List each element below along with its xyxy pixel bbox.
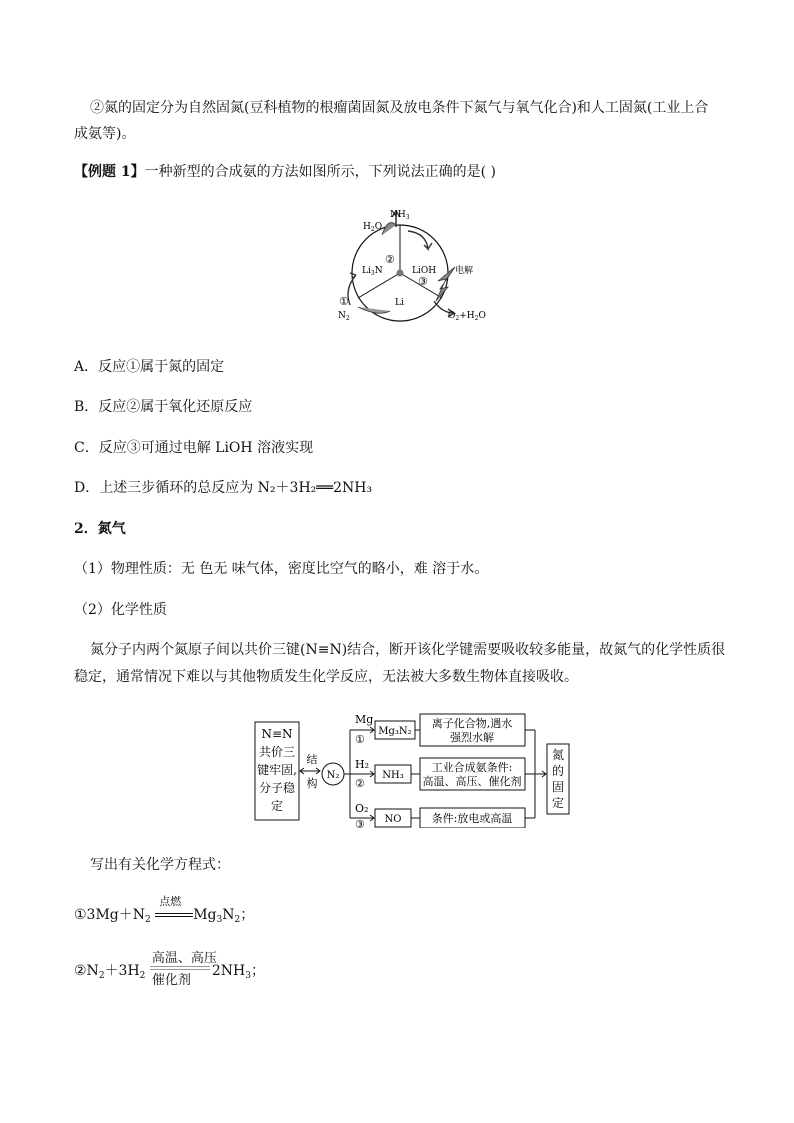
product-mg3n2: Mg₃N₂	[378, 726, 412, 737]
eq1-reactants: ①3Mg＋N	[74, 907, 146, 923]
physical-properties: （1）物理性质：无 色无 味气体，密度比空气的略小，难 溶于水。	[74, 561, 489, 577]
product-no: NO	[384, 814, 402, 825]
eq2-subscript: 3	[245, 971, 251, 981]
eq1-condition-arrow	[155, 895, 193, 919]
structure-text: 定	[270, 799, 284, 813]
label-lioh: LiOH	[412, 266, 437, 276]
example-question	[74, 161, 724, 183]
ammonia-cycle-diagram	[330, 205, 500, 330]
chemical-properties-heading: （2）化学性质	[74, 602, 167, 618]
eq2-condition-bottom: 催化剂	[151, 973, 191, 988]
label-num1: ①	[339, 295, 349, 308]
eq2-line	[150, 966, 210, 967]
fixation-text: 的	[551, 764, 565, 778]
note-text: 离子化合物,遇水	[431, 717, 513, 730]
eq1-line	[155, 916, 193, 917]
option-b: B．反应②属于氧化还原反应	[74, 399, 253, 415]
note-text: 工业合成氨条件:	[431, 761, 513, 774]
eq1-subscript: 2	[145, 915, 151, 925]
eq2-product: 2NH	[211, 963, 246, 979]
eq1-subscript: 3	[216, 915, 223, 925]
eq1-product: N	[222, 907, 235, 923]
label-electrolysis: 电解	[455, 266, 474, 276]
center-dot	[397, 270, 404, 277]
eq2-end: ；	[250, 963, 265, 979]
eq2-subscript: 2	[139, 971, 146, 981]
equation-2	[74, 951, 265, 988]
structure-text: N≡N	[261, 727, 293, 741]
paragraph-line: 氮分子内两个氮原子间以共价三键(N≡N)结合，断开该化学键需要吸收较多能量，故氮气的化学性质很	[90, 642, 726, 658]
reagent-o2: O₂	[355, 802, 369, 815]
eq1-end: ；	[240, 907, 255, 923]
example-text: 一种新型的合成氨的方法如图所示，下列说法正确的是( )	[144, 164, 496, 180]
label-n2: $N_2$	[338, 311, 350, 322]
note-text: 强烈水解	[450, 731, 494, 744]
cycle-divider	[358, 273, 400, 298]
eq1-line	[155, 913, 193, 914]
eq1-subscript: 2	[234, 915, 241, 925]
label-nh3: $NH_3$	[390, 210, 410, 221]
option-d: D．上述三步循环的总反应为 N₂＋3H₂══2NH₃	[74, 480, 373, 496]
structure-text: 共价三	[258, 745, 296, 759]
paragraph-line: 稳定，通常情况下难以与其他物质发生化学反应，无法被大多数生物体直接吸收。	[74, 669, 578, 685]
reagent-h2: H₂	[355, 758, 370, 771]
fixation-text: 固	[551, 780, 565, 794]
structure-label: 结	[306, 753, 318, 766]
reagent-mg: Mg	[355, 713, 374, 726]
structure-text: 键牢固,	[257, 763, 297, 777]
eq2-condition-arrow	[150, 951, 217, 988]
arrow-icon	[382, 223, 396, 235]
eq2-subscript: 2	[98, 971, 105, 981]
structure-label: 构	[306, 777, 318, 790]
branch-num: ②	[355, 777, 365, 790]
equations-heading: 写出有关化学方程式：	[90, 857, 230, 873]
eq1-condition: 点燃	[159, 895, 182, 908]
note-text: 高温、高压、催化剂	[422, 775, 522, 788]
fixation-text: 定	[551, 796, 565, 810]
branch-num: ①	[355, 733, 365, 746]
product-nh3: NH₃	[382, 770, 404, 781]
eq1-product: Mg	[193, 907, 217, 923]
note-text: 条件:放电或高温	[431, 812, 513, 825]
example-label: 【例题 1】	[74, 164, 145, 180]
label-h2o: $H_2O$	[363, 222, 383, 233]
option-c: C．反应③可通过电解 LiOH 溶液实现	[74, 440, 314, 456]
label-num3: ③	[418, 275, 428, 288]
eq2-condition-top: 高温、高压	[151, 951, 217, 966]
eq2-reactants: ②N	[74, 963, 99, 979]
paragraph-line: ②氮的固定分为自然固氮(豆科植物的根瘤菌固氮及放电条件下氮气与氧气化合)和人工固氮(工业上合	[90, 100, 709, 116]
arrow-icon	[358, 307, 390, 313]
branch-num: ③	[355, 818, 365, 828]
eq2-reactants: ＋3H	[104, 963, 140, 979]
label-li3n: $Li_3N$	[362, 266, 383, 277]
electrolysis-bolt-icon	[436, 267, 455, 301]
equation-1	[74, 895, 255, 925]
structure-text: 分子稳	[258, 781, 296, 795]
label-o2-h2o: $O_2+H_2O$	[448, 311, 486, 322]
n2-label: N₂	[326, 770, 340, 781]
nitrogen-reaction-flow-diagram	[250, 708, 575, 828]
fixation-text: 氮	[551, 748, 565, 762]
section-title: 2．氮气	[74, 521, 126, 537]
label-li: Li	[395, 298, 404, 308]
paragraph-line: 成氨等)。	[74, 126, 136, 142]
label-num2: ②	[385, 253, 395, 266]
option-a: A．反应①属于氮的固定	[74, 359, 225, 375]
